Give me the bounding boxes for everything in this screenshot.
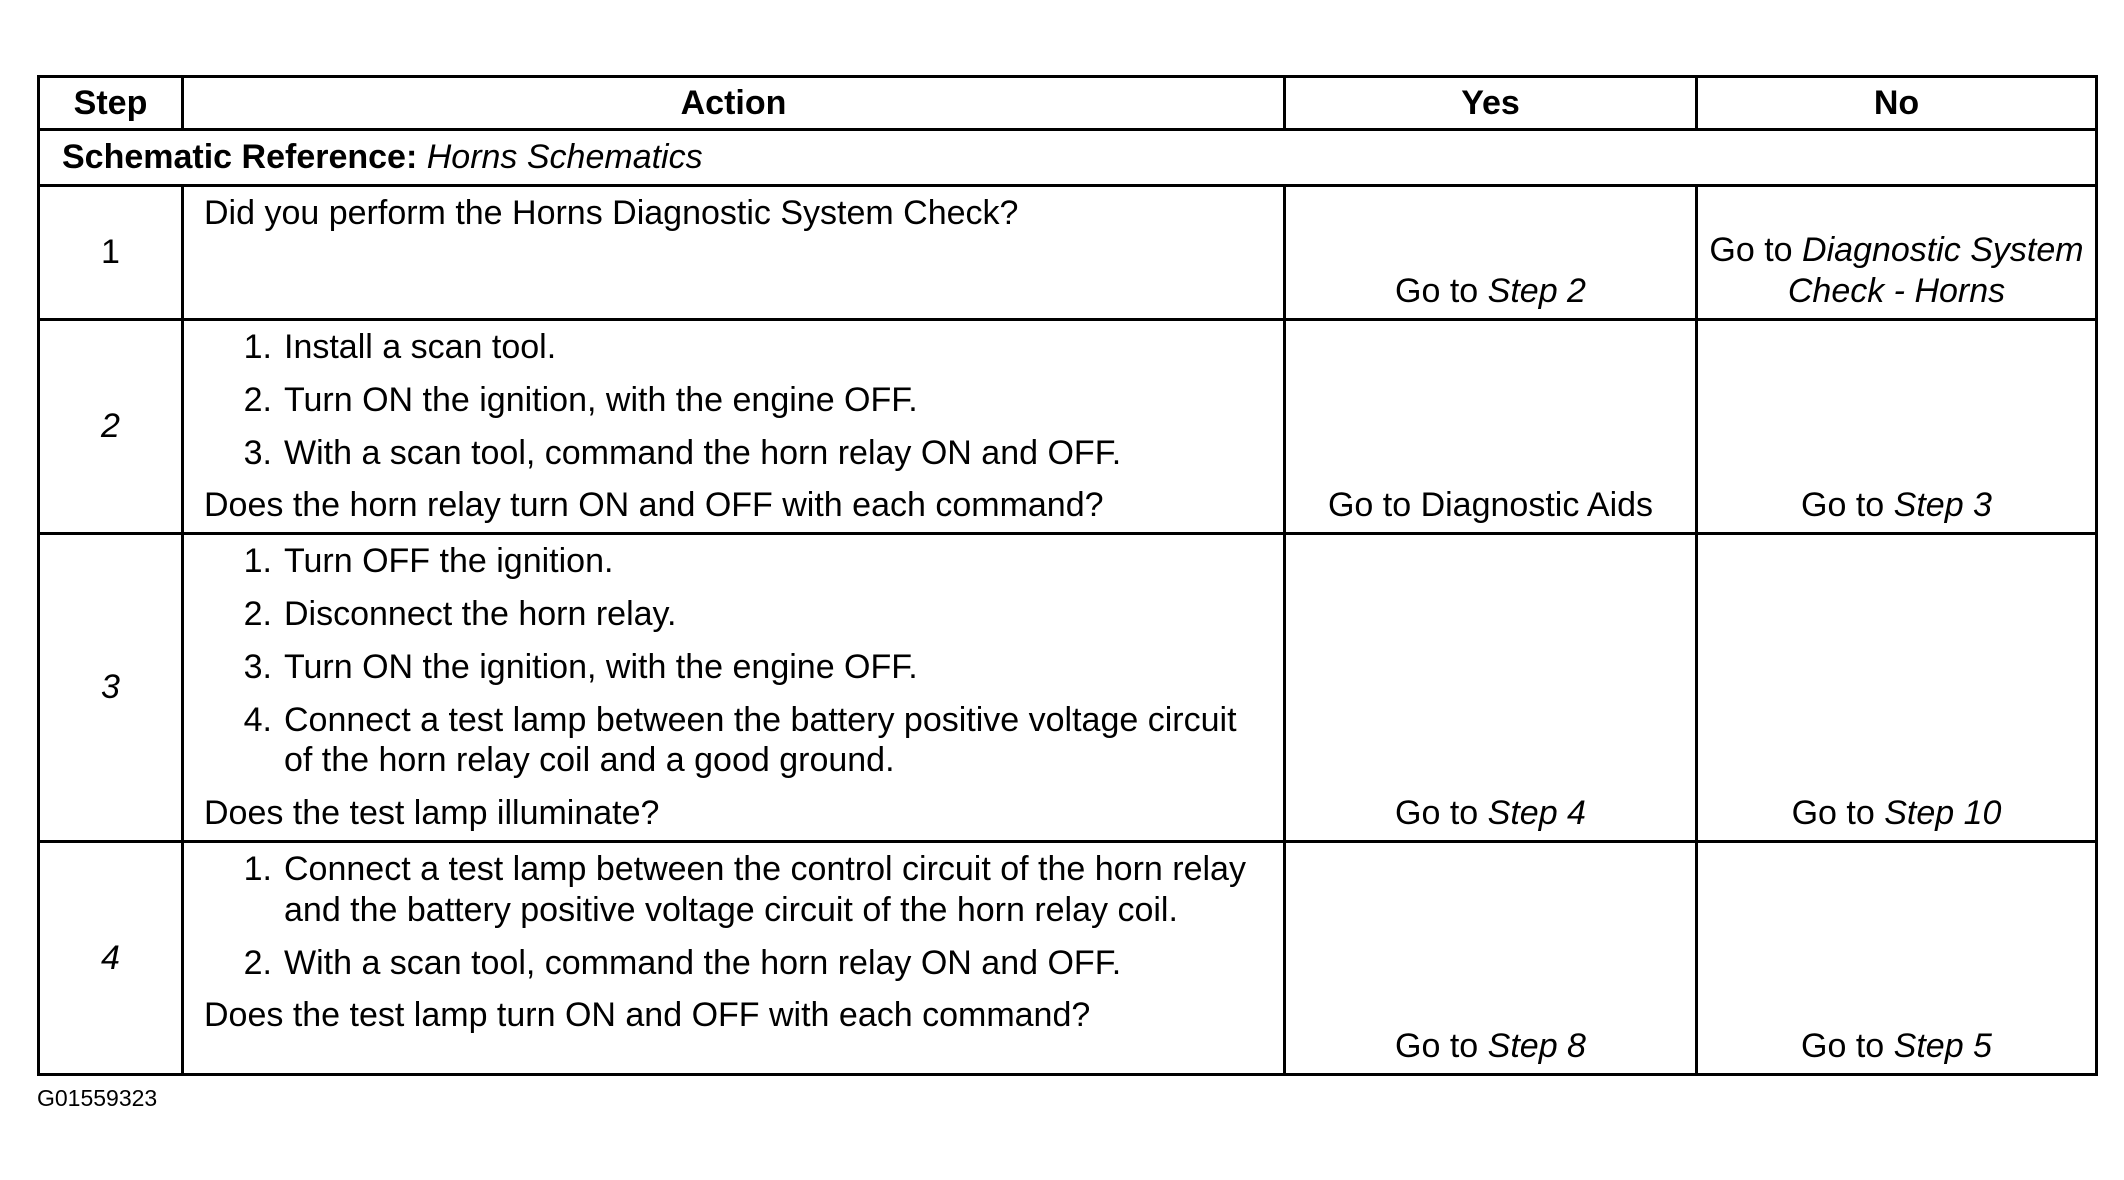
header-action: Action <box>183 77 1285 130</box>
header-row <box>39 77 2097 130</box>
header-step: Step <box>39 77 183 130</box>
step-number: 4 <box>39 841 183 1074</box>
header-no: No <box>1697 77 2097 130</box>
list-item <box>204 594 1271 635</box>
instruction-text: With a scan tool, command the horn relay ON and OFF. <box>284 943 1122 982</box>
instruction-text: Disconnect the horn relay. <box>284 594 677 633</box>
list-item <box>204 541 1271 582</box>
instruction-text: Turn ON the ignition, with the engine OFF. <box>284 647 918 686</box>
figure-id: G01559323 <box>37 1085 158 1111</box>
yes-link[interactable]: Go to Diagnostic Aids <box>1327 486 1654 525</box>
list-item <box>204 943 1271 984</box>
list-item <box>204 849 1271 931</box>
instruction-number: 3. <box>243 433 272 472</box>
instruction-text: With a scan tool, command the horn relay ON and OFF. <box>284 433 1122 472</box>
instruction-text: Install a scan tool. <box>284 328 557 366</box>
no-link[interactable]: Step 3 <box>1893 486 1992 525</box>
no-prefix: Go to <box>1709 231 1793 270</box>
action-cell <box>183 534 1285 842</box>
yes-cell <box>1285 534 1697 842</box>
action-question: Does the horn relay turn ON and OFF with each command? <box>204 486 1104 525</box>
instruction-number: 3. <box>243 647 272 686</box>
instruction-text: Turn OFF the ignition. <box>284 542 614 581</box>
instruction-number: 1. <box>243 849 272 888</box>
yes-link[interactable]: Step 4 <box>1487 794 1586 833</box>
instruction-number: 2. <box>243 380 272 419</box>
yes-prefix: Go to <box>1395 1027 1479 1066</box>
instruction-text: Connect a test lamp between the control circuit of the horn relay and the battery positive voltage circuit of the horn relay coil. <box>284 849 1246 929</box>
step-number: 1 <box>39 186 183 320</box>
yes-cell <box>1285 841 1697 1074</box>
no-cell <box>1697 534 2097 842</box>
no-cell <box>1697 841 2097 1074</box>
action-cell <box>183 186 1285 320</box>
list-item <box>204 700 1271 782</box>
instruction-list <box>204 849 1271 983</box>
yes-link[interactable]: Step 2 <box>1487 272 1586 311</box>
schematic-reference-row <box>39 130 2097 186</box>
table-row <box>39 841 2097 1074</box>
list-item <box>204 433 1271 474</box>
no-link[interactable]: Diagnostic System Check - Horns <box>1787 231 2084 311</box>
schematic-reference-link[interactable]: Horns Schematics <box>426 138 703 177</box>
table-row <box>39 320 2097 534</box>
instruction-number: 1. <box>243 328 272 366</box>
table-row <box>39 186 2097 320</box>
header-yes: Yes <box>1285 77 1697 130</box>
step-number: 2 <box>39 320 183 534</box>
no-cell <box>1697 186 2097 320</box>
instruction-text: Connect a test lamp between the battery positive voltage circuit of the horn relay coil and a good ground. <box>284 700 1237 780</box>
no-prefix: Go to <box>1801 486 1885 525</box>
action-question: Did you perform the Horns Diagnostic System Check? <box>204 194 1019 232</box>
no-cell <box>1697 320 2097 534</box>
list-item <box>204 647 1271 688</box>
yes-link[interactable]: Step 8 <box>1487 1027 1586 1066</box>
list-item <box>204 380 1271 421</box>
step-number: 3 <box>39 534 183 842</box>
diagnostic-table <box>37 75 2098 1076</box>
instruction-number: 2. <box>243 594 272 633</box>
yes-cell <box>1285 186 1697 320</box>
instruction-number: 4. <box>243 700 272 739</box>
action-question: Does the test lamp illuminate? <box>204 794 660 833</box>
instruction-text: Turn ON the ignition, with the engine OFF. <box>284 380 918 419</box>
schematic-reference-label: Schematic Reference: <box>62 138 418 177</box>
yes-prefix: Go to <box>1395 272 1479 311</box>
yes-prefix: Go to <box>1395 794 1479 833</box>
instruction-list <box>204 327 1271 473</box>
list-item <box>204 327 1271 368</box>
no-prefix: Go to <box>1791 794 1875 833</box>
no-link[interactable]: Step 5 <box>1893 1027 1992 1066</box>
action-question: Does the test lamp turn ON and OFF with each command? <box>204 996 1091 1035</box>
instruction-number: 2. <box>243 943 272 982</box>
table-row <box>39 534 2097 842</box>
schematic-reference-cell <box>39 130 2097 186</box>
no-link[interactable]: Step 10 <box>1884 794 2002 833</box>
instruction-list <box>204 541 1271 781</box>
instruction-number: 1. <box>243 542 272 581</box>
no-prefix: Go to <box>1801 1027 1885 1066</box>
action-cell <box>183 320 1285 534</box>
yes-cell <box>1285 320 1697 534</box>
action-cell <box>183 841 1285 1074</box>
